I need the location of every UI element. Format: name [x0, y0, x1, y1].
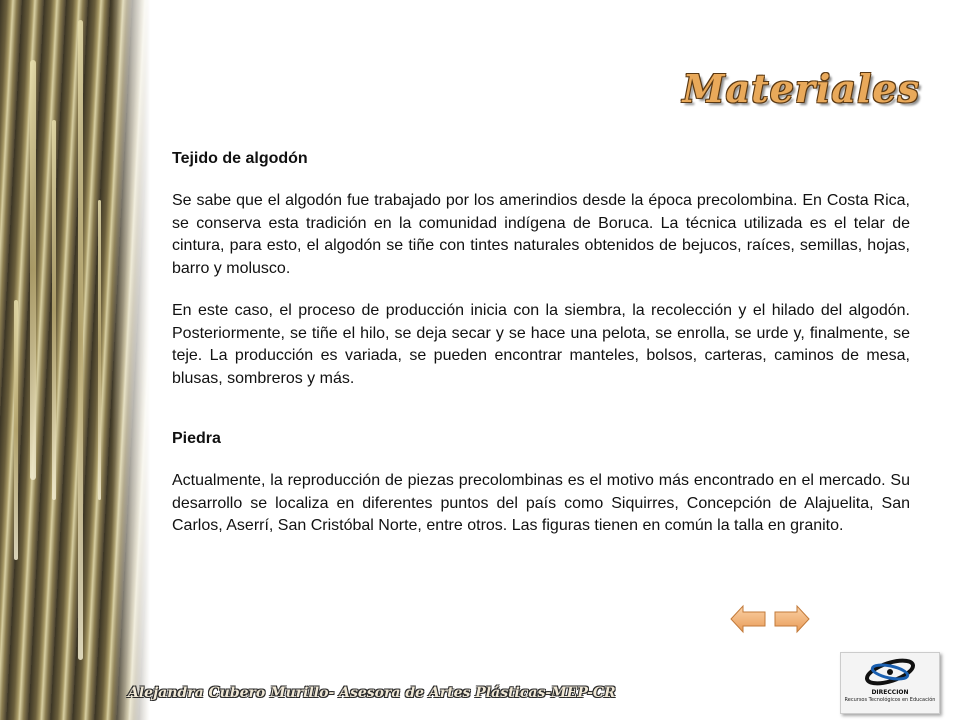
section-heading: Tejido de algodón — [172, 150, 308, 167]
logo-emblem-icon — [863, 655, 917, 689]
arrow-left-icon[interactable] — [730, 604, 766, 634]
author-footer: Alejandra Cubero Murillo- Asesora de Artes Plásticas-MEP-CR — [128, 685, 616, 701]
section-heading: Piedra — [172, 430, 221, 447]
paragraph: En este caso, el proceso de producción inicia con la siembra, la recolección y el hilado del algodón. Posteriormente, se tiñe el hilo, se deja secar y se hace una pelota, se enrolla, se urde y, finalmente, se teje. La producción es variada, se pueden encontrar manteles, bolsos, carteras, caminos de mesa, blusas, sombreros y más. — [172, 302, 910, 387]
logo-title: DIRECCION — [871, 689, 909, 696]
logo-subtitle: Recursos Tecnológicos en Educación — [844, 697, 936, 703]
decorative-sidebar — [0, 0, 150, 720]
institution-logo — [840, 652, 940, 714]
arrow-right-icon[interactable] — [774, 604, 810, 634]
paragraph: Actualmente, la reproducción de piezas precolombinas es el motivo más encontrado en el mercado. Su desarrollo se localiza en diferentes puntos del país como Siquirres, Concepción de Alajuelita, San Carlos, Aserrí, San Cristóbal Norte, entre otros. Las figuras tienen en común la talla en granito. — [172, 472, 910, 534]
navigation-arrows — [730, 604, 810, 634]
paragraph: Se sabe que el algodón fue trabajado por los amerindios desde la época precolombina. En Costa Rica, se conserva esta tradición en la comunidad indígena de Boruca. La técnica utilizada es el telar de cintura, para esto, el algodón se tiñe con tintes naturales obtenidos de bejucos, raíces, semillas, hojas, barro y molusco. — [172, 192, 910, 277]
main-content — [172, 150, 910, 558]
slide-title: Materiales — [682, 66, 920, 111]
